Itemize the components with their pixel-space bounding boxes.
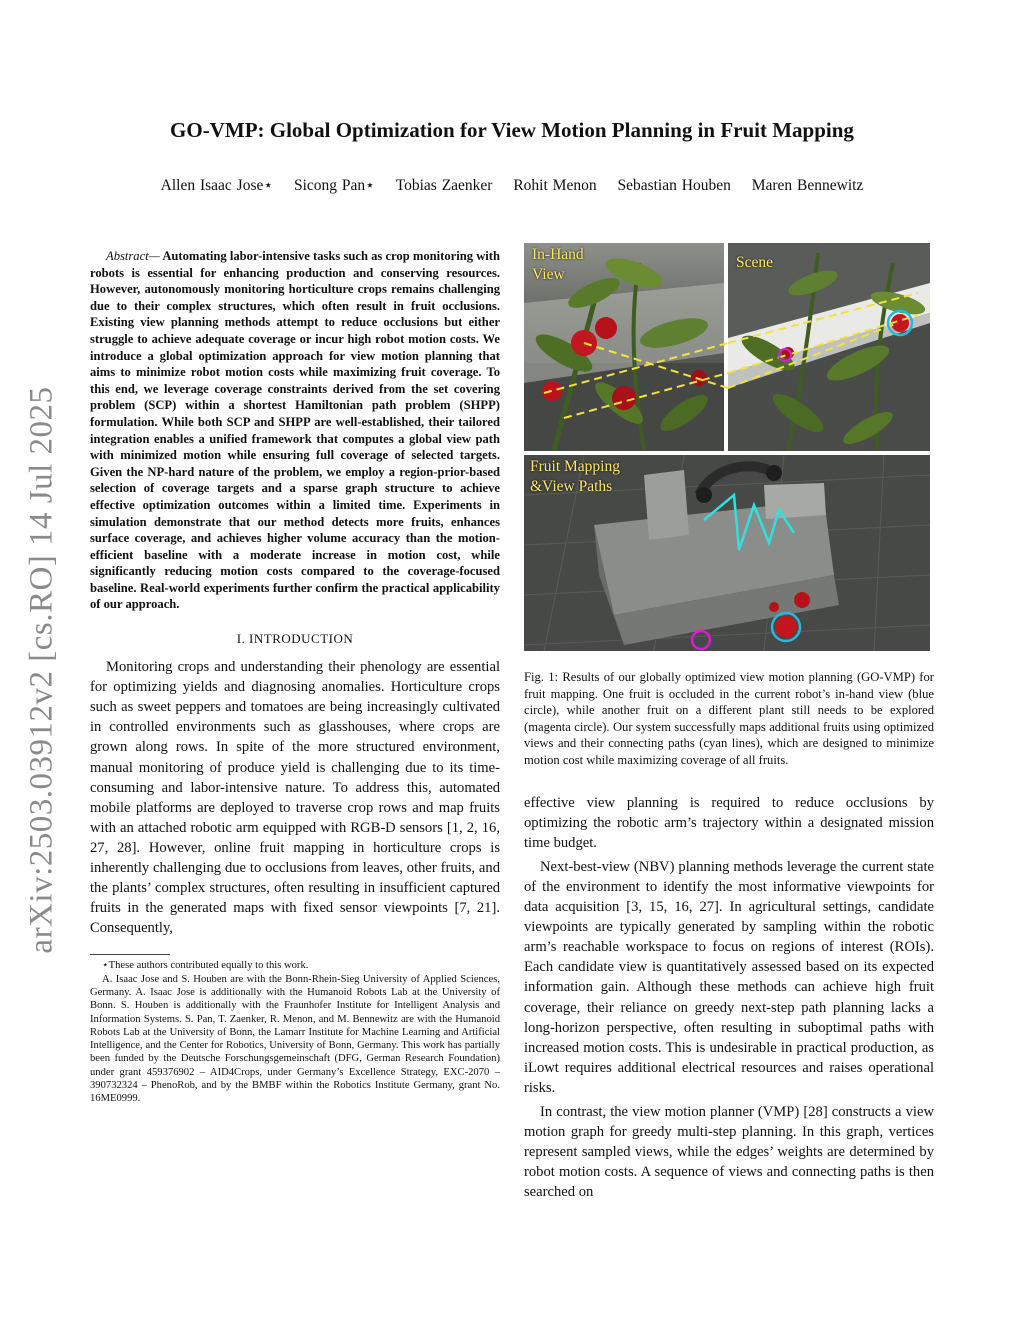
arxiv-stamp: [22, 380, 62, 960]
left-column: [90, 248, 500, 1106]
intro-continued: [524, 793, 934, 1203]
author: Sicong Pan⋆: [293, 177, 375, 194]
arxiv-id: arXiv:2503.03912v2 [cs.RO] 14 Jul 2025: [23, 386, 60, 954]
abstract: [90, 248, 500, 613]
author-list: [90, 176, 934, 195]
in-hand-view-label: In-Hand View: [532, 246, 584, 283]
scene-label: Scene: [736, 254, 774, 271]
figure-caption: Fig. 1: Results of our globally optimized view motion planning (GO-VMP) for fruit mapping. One fruit is occluded in the current robot’s in-hand view (blue circle), while another fruit on a different plant still needs to be explored (magenta circle). Our system successfully maps additional fruits using optimized views and their connecting paths (cyan lines), which are designed to minimize motion cost while maximizing coverage of all fruits.: [524, 670, 934, 767]
figure-1: [524, 243, 930, 651]
right-column: [524, 243, 934, 1206]
abstract-lead: Abstract—: [106, 249, 160, 263]
author: Sebastian Houben: [617, 177, 731, 194]
section-heading: I. INTRODUCTION: [236, 631, 354, 647]
author: Allen Isaac Jose⋆: [160, 177, 274, 194]
footnote-rule: [90, 954, 170, 955]
author: Rohit Menon: [513, 177, 597, 194]
abstract-text: Automating labor-intensive tasks such as crop monitoring with robots is essential for enhancing production and conserving resources. However, autonomously monitoring horticulture crops remains challenging due to their complex structures, which often result in fruit occlusions. Existing view planning methods attempt to reduce occlusions but either struggle to achieve adequate coverage or incur high robot motion costs. We introduce a global optimization approach for view motion planning that aims to minimize robot motion costs while maximizing fruit coverage. To this end, we leverage coverage constraints derived from the set covering problem (SCP) within a shortest Hamiltonian path problem (SHPP) formulation. While both SCP and SHPP are well-established, their tailored integration enables a unified framework that computes a global view path with minimized motion while ensuring full coverage of selected targets. Given the NP-hard nature of the problem, we employ a region-prior-based selection of coverage targets and a sparse graph structure to achieve effective optimization outcomes within a limited time. Experiments in simulation demonstrate that our method detects more fruits, enhances surface coverage, and achieves higher volume accuracy than the motion-efficient baseline with a moderate increase in motion cost, while significantly reducing motion costs compared to the coverage-focused baseline. Real-world experiments further confirm the practical applicability of our approach.: [90, 249, 500, 612]
author: Maren Bennewitz: [751, 177, 864, 194]
intro-paragraph: In contrast, the view motion planner (VMP) [28] constructs a view motion graph for greedy multi-step planning. In this graph, vertices represent sampled views, while the edges’ weights are determined by robot motion costs. A sequence of views and connecting paths is then searched on: [524, 1103, 934, 1201]
fruit-mapping-label: Fruit Mapping &View Paths: [530, 458, 620, 495]
footnote: ⋆These authors contributed equally to this work.: [102, 960, 309, 972]
paper-title: GO-VMP: Global Optimization for View Motion Planning in Fruit Mapping: [170, 118, 854, 142]
author: Tobias Zaenker: [395, 177, 493, 194]
intro-paragraph: effective view planning is required to reduce occlusions by optimizing the robotic arm’s trajectory within a designated mission time budget.: [524, 794, 934, 851]
intro-paragraph: Next-best-view (NBV) planning methods leverage the current state of the environment to identify the most informative viewpoints for data acquisition [3, 15, 16, 27]. In agricultural settings, candidate viewpoints are typically generated by sampling within the robotic arm’s reachable workspace to focus on regions of interest (ROIs). Each candidate view is quantitatively assessed based on its expected information gain. Although these methods can achieve high fruit coverage, their reliance on greedy next-step path planning lacks a long-horizon perspective, often resulting in suboptimal paths with increased motion costs. This is undesirable in practical production, as iLowt requires additional electrical resources and raises operational risks.: [524, 858, 934, 1096]
scene-image: [728, 243, 930, 451]
intro-paragraph: Monitoring crops and understanding their phenology are essential for optimizing yields and diagnosing anomalies. Horticulture crops such as sweet peppers and tomatoes are being increasingly cultivated in controlled environments such as glasshouses, where crops are grown along rows. In spite of the more structured environment, manual monitoring of produce yield is challenging due to its time-consuming and labor-intensive nature. To address this, automated mobile platforms are deployed to traverse crop rows and map fruits with an attached robotic arm equipped with RGB-D sensors [1, 2, 16, 27, 28]. However, online fruit mapping in horticulture crops is inherently challenging due to occlusions from leaves, other fruits, and the plants’ complex structures, often resulting in insufficient captured fruits in the generated maps with fixed sensor viewpoints [7, 21]. Consequently,: [90, 659, 500, 937]
scene-panel: [728, 243, 930, 451]
footnote: A. Isaac Jose and S. Houben are with the Bonn-Rhein-Sieg University of Applied Sciences, Germany. A. Isaac Jose is additionally with the Humanoid Robots Lab at the University of Bonn. S. Houben is additionally with the Fraunhofer Institute for Intelligent Analysis and Information Systems. S. Pan, T. Zaenker, R. Menon, and M. Bennewitz are with the Humanoid Robots Lab at the University of Bonn, the Lamarr Institute for Machine Learning and Artificial Intelligence, and the Center for Robotics, University of Bonn, Germany. This work has partially been funded by the Deutsche Forschungsgemeinschaft (DFG, German Research Foundation) under grant 459376902 – AID4Crops, under Germany’s Excellence Strategy, EXC-2070 – 390732324 – PhenoRob, and by the BMBF within the Robotics Institute Germany, grant No. 16ME0999.: [90, 973, 500, 1105]
